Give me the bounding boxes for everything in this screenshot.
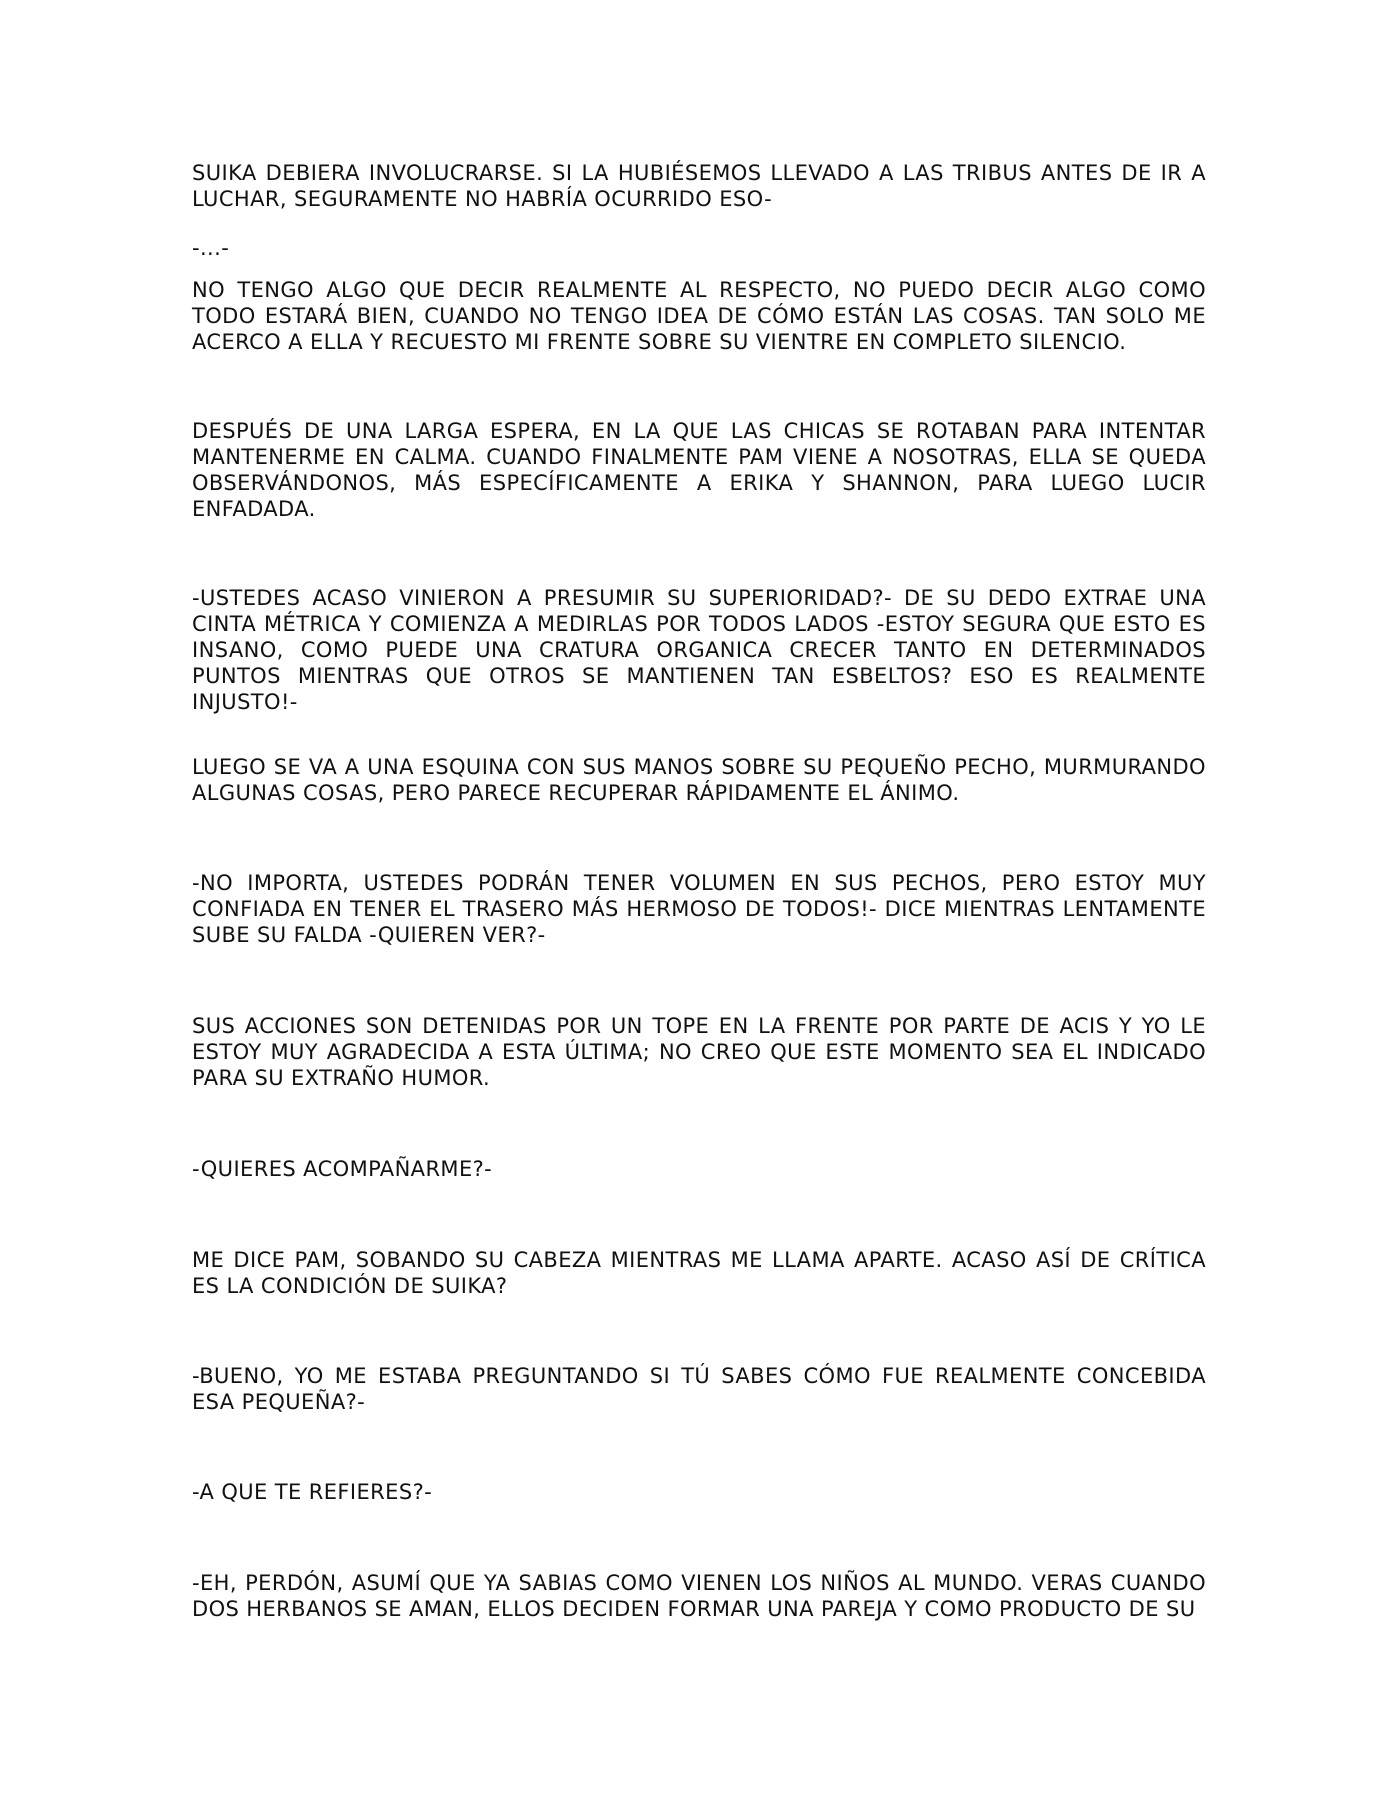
paragraph-no-importa: -NO IMPORTA, USTEDES PODRÁN TENER VOLUMEN EN SUS PECHOS, PERO ESTOY MUY CONFIADA EN TENER EL TRASERO MÁS HERMOSO DE TODOS!- DICE MIENTRAS LENTAMENTE SUBE SU FALDA -QUIEREN VER?- <box>192 871 1206 947</box>
paragraph-ellipsis-dialogue: -...- <box>192 236 230 260</box>
paragraph-me-dice-pam: ME DICE PAM, SOBANDO SU CABEZA MIENTRAS ME LLAMA APARTE. ACASO ASÍ DE CRÍTICA ES LA CONDICIÓN DE SUIKA? <box>192 1248 1206 1298</box>
paragraph-luego-esquina: LUEGO SE VA A UNA ESQUINA CON SUS MANOS SOBRE SU PEQUEÑO PECHO, MURMURANDO ALGUNAS COSAS, PERO PARECE RECUPERAR RÁPIDAMENTE EL ÁNIMO. <box>192 755 1206 805</box>
paragraph-despues-larga-espera: DESPUÉS DE UNA LARGA ESPERA, EN LA QUE LAS CHICAS SE ROTABAN PARA INTENTAR MANTENERME EN CALMA. CUANDO FINALMENTE PAM VIENE A NOSOTRAS, ELLA SE QUEDA OBSERVÁNDONOS, MÁS ESPECÍFICAMENTE A ERIKA Y SHANNON, PARA LUEGO LUCIR ENFADADA. <box>192 419 1206 521</box>
paragraph-acciones-detenidas: SUS ACCIONES SON DETENIDAS POR UN TOPE EN LA FRENTE POR PARTE DE ACIS Y YO LE ESTOY MUY AGRADECIDA A ESTA ÚLTIMA; NO CREO QUE ESTE MOMENTO SEA EL INDICADO PARA SU EXTRAÑO HUMOR. <box>192 1014 1206 1090</box>
paragraph-quieres-acompanarme: -QUIERES ACOMPAÑARME?- <box>192 1157 493 1181</box>
paragraph-suika-involucrarse: SUIKA DEBIERA INVOLUCRARSE. SI LA HUBIÉSEMOS LLEVADO A LAS TRIBUS ANTES DE IR A LUCHAR, SEGURAMENTE NO HABRÍA OCURRIDO ESO- <box>192 161 1206 211</box>
paragraph-a-que-te-refieres: -A QUE TE REFIERES?- <box>192 1480 433 1504</box>
paragraph-bueno-pregunta: -BUENO, YO ME ESTABA PREGUNTANDO SI TÚ SABES CÓMO FUE REALMENTE CONCEBIDA ESA PEQUEÑA?- <box>192 1364 1206 1414</box>
paragraph-eh-perdon: -EH, PERDÓN, ASUMÍ QUE YA SABIAS COMO VIENEN LOS NIÑOS AL MUNDO. VERAS CUANDO DOS HERBANOS SE AMAN, ELLOS DECIDEN FORMAR UNA PAREJA Y COMO PRODUCTO DE SU <box>192 1571 1206 1621</box>
paragraph-no-tengo-algo: NO TENGO ALGO QUE DECIR REALMENTE AL RESPECTO, NO PUEDO DECIR ALGO COMO TODO ESTARÁ BIEN, CUANDO NO TENGO IDEA DE CÓMO ESTÁN LAS COSAS. TAN SOLO ME ACERCO A ELLA Y RECUESTO MI FRENTE SOBRE SU VIENTRE EN COMPLETO SILENCIO. <box>192 278 1206 354</box>
paragraph-ustedes-superioridad: -USTEDES ACASO VINIERON A PRESUMIR SU SUPERIORIDAD?- DE SU DEDO EXTRAE UNA CINTA MÉTRICA Y COMIENZA A MEDIRLAS POR TODOS LADOS -ESTOY SEGURA QUE ESTO ES INSANO, COMO PUEDE UNA CRATURA ORGANICA CRECER TANTO EN DETERMINADOS PUNTOS MIENTRAS QUE OTROS SE MANTIENEN TAN ESBELTOS? ESO ES REALMENTE INJUSTO!- <box>192 586 1206 714</box>
